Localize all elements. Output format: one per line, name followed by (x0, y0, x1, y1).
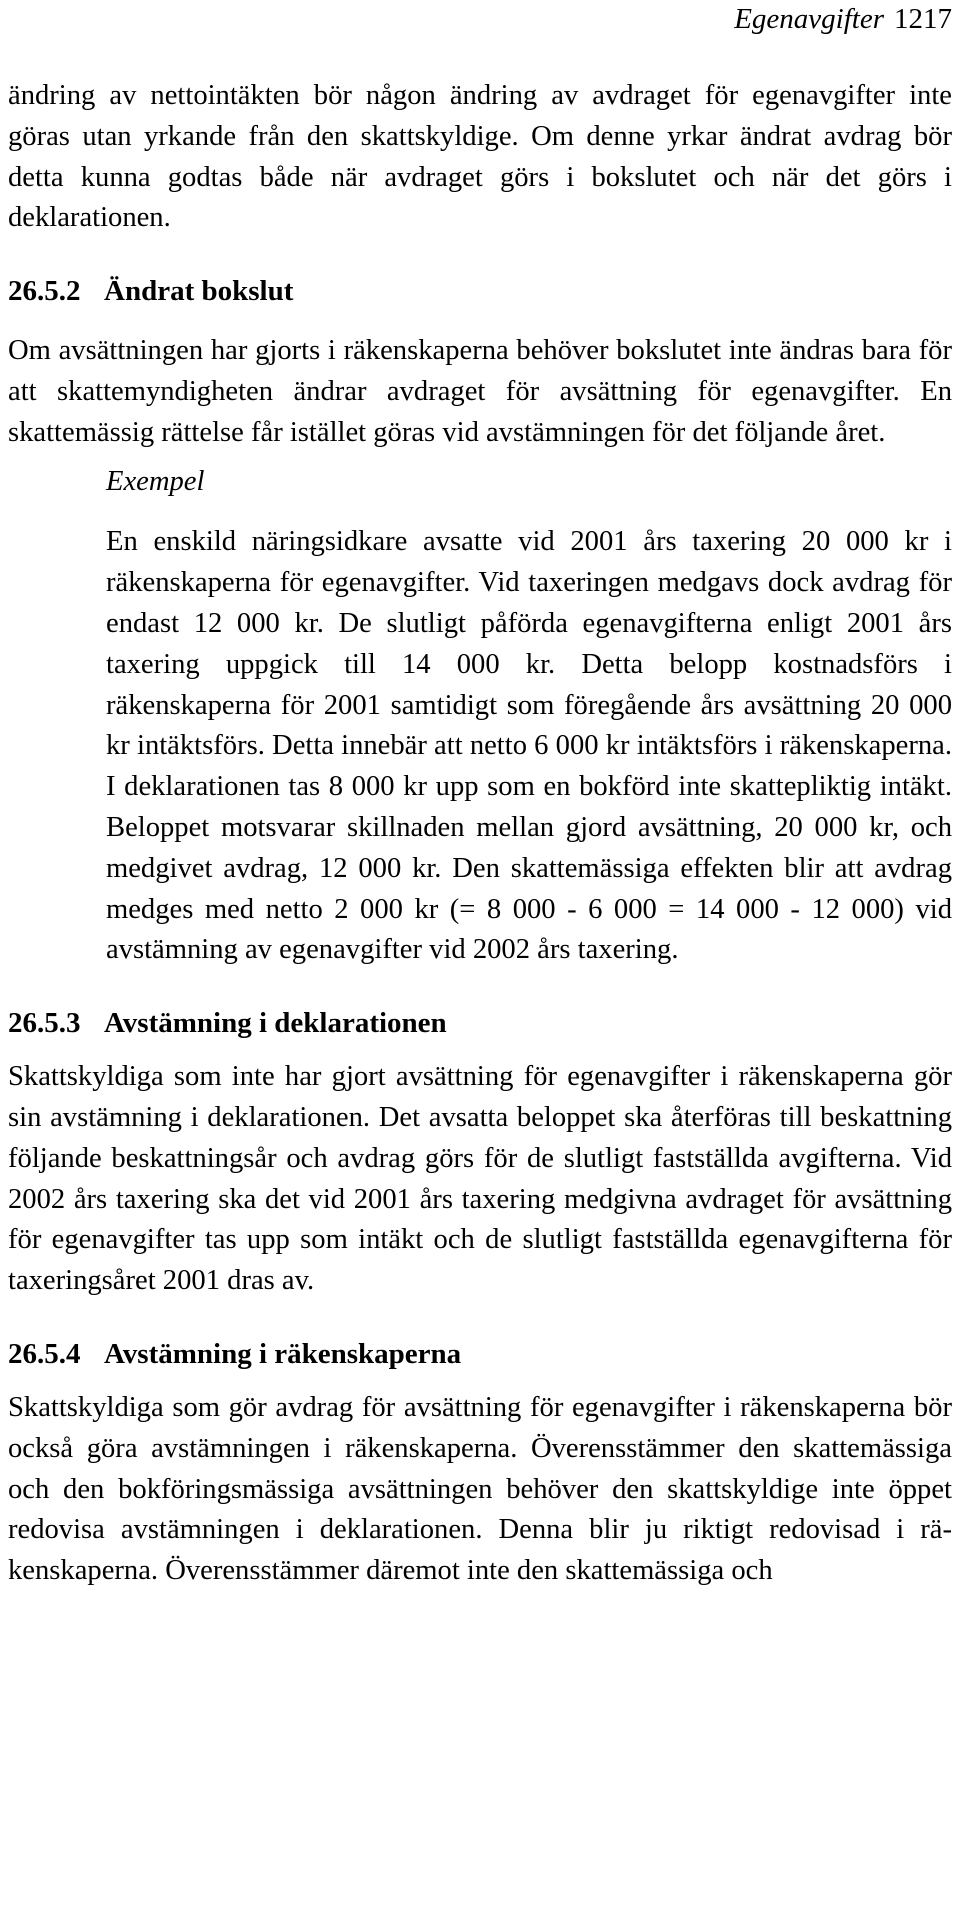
running-header (734, 2, 952, 36)
header-title: Egenavgifter (734, 3, 884, 35)
section-number: 26.5.2 (8, 275, 81, 308)
intro-paragraph: ändring av nettointäkten bör någon ändring av avdraget för egenavgifter inte göras utan yrkande från den skattskyldige. Om denne yrkar ändrat avdrag bör detta kunna godtas både när avdraget görs i bokslutet och när det görs i deklarationen. (8, 80, 952, 234)
section-heading-26-5-3 (8, 1003, 952, 1043)
section-title: Avstämning i räkenskaperna (104, 1337, 462, 1370)
page-number: 1217 (894, 3, 952, 35)
section-26-5-3-paragraph: Skattskyldiga som inte har gjort avsättning för egenavgifter i räkenskaperna gör sin avstämning i deklarationen. Det avsatta beloppet ska återföras till beskattning följande beskattningsår och avdrag görs för de slutligt fastställda avgifterna. Vid 2002 års taxering ska det vid 2001 års taxering medgivna avdraget för avsättning för egenavgifter tas upp som intäkt och de slutligt fastställda egenavgifterna för taxeringsåret 2001 dras av. (8, 1061, 952, 1297)
section-heading-26-5-4 (8, 1334, 952, 1374)
example-block (106, 462, 952, 972)
section-26-5-2-paragraph: Om avsättningen har gjorts i räkenskaperna behöver bokslutet inte ändras bara för att skattemyndigheten ändrar avdraget för avsättning för egenavgifter. En skattemässig rättelse får istället göras vid avstämningen för det följande året. (8, 335, 952, 448)
section-number: 26.5.3 (8, 1007, 81, 1040)
section-heading-26-5-2 (8, 271, 952, 311)
section-title: Ändrat bokslut (104, 275, 294, 308)
page-content (8, 76, 952, 1592)
section-number: 26.5.4 (8, 1337, 81, 1370)
section-26-5-4-paragraph: Skattskyldiga som gör avdrag för avsättning för egenavgifter i räkenskaperna bör också göra avstämningen i räkenskaperna. Överensstämmer den skattemässiga och den bokföringsmässiga avsättningen behöver den skattskyldige inte öppet redovisa avstämningen i deklarationen. Denna blir ju riktigt redovisad i räkenskaperna. Överensstämmer däremot inte den skattemässiga och (8, 1391, 952, 1587)
section-title: Avstämning i deklarationen (104, 1007, 447, 1040)
example-paragraph: En enskild näringsidkare avsatte vid 2001 års taxering 20 000 kr i räkenskaperna för egenavgifter. Vid taxeringen medgavs dock avdrag för endast 12 000 kr. De slutligt påförda egenavgifterna enligt 2001 års taxering uppgick till 14 000 kr. Detta belopp kostnadsförs i räkenskaperna för 2001 samtidigt som föregående års avsättning 20 000 kr intäktsförs. Detta innebär att netto 6 000 kr intäktsförs i räkenskaperna. I deklarationen tas 8 000 kr upp som en bokförd inte skattepliktig intäkt. Beloppet motsvarar skillnaden mellan gjord avsättning, 20 000 kr, och medgivet avdrag, 12 000 kr. Den skattemässiga effekten blir att avdrag medges med netto 2 000 kr (= 8 000 - 6 000 = 14 000 - 12 000) vid avstämning av egenavgifter vid 2002 års taxering. (106, 526, 952, 966)
example-label: Exempel (106, 465, 205, 497)
